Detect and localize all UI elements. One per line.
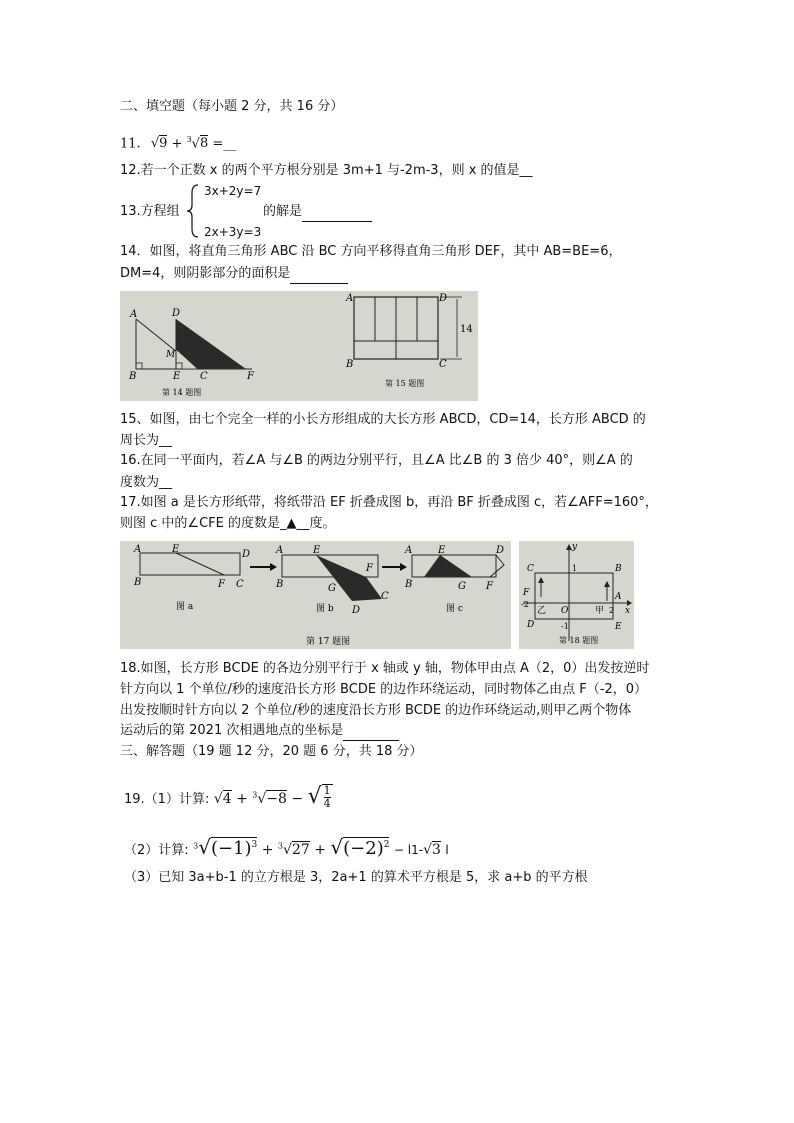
svg-text:F: F: [218, 579, 225, 590]
sqrt-9: √9: [150, 136, 168, 152]
svg-text:乙: 乙: [537, 606, 547, 616]
q11-blank: __: [223, 136, 237, 152]
question-15-line-2: 周长为__: [120, 433, 173, 448]
figure-18-drawing: [519, 541, 634, 649]
svg-text:-2: -2: [521, 600, 529, 609]
svg-text:C: C: [236, 579, 244, 590]
question-18-line-4: 运动后的第 2021 次相遇地点的坐标是: [120, 722, 399, 741]
svg-text:-1: -1: [561, 622, 569, 631]
svg-text:G: G: [328, 583, 336, 594]
svg-text:A: A: [276, 545, 284, 556]
fig14-label-F: F: [247, 371, 254, 382]
fig15-dimension: 14: [460, 324, 473, 335]
fig15-label-C: C: [439, 359, 447, 370]
svg-text:B: B: [134, 577, 142, 588]
q13-prefix: 13.方程组: [120, 204, 180, 219]
question-11: 11. √9 + $^3$√8 =__: [120, 131, 236, 153]
figure-14-15-drawing: [120, 291, 478, 401]
fig14-label-E: E: [173, 371, 181, 382]
fig17c-caption: 图 c: [446, 604, 463, 614]
svg-text:D: D: [352, 605, 361, 616]
figure-14-15-photo: [120, 291, 478, 401]
question-18-line-3: 出发按顺时针方向以 2 个单位/秒的速度沿长方形 BCDE 的边作环绕运动,则甲乙两个物体: [120, 703, 632, 718]
q13-equation-2: 2x+3y=3: [204, 225, 262, 239]
svg-text:F: F: [486, 581, 493, 592]
question-14-line-2: DM=4，则阴影部分的面积是: [120, 265, 348, 284]
svg-text:甲: 甲: [595, 606, 605, 616]
svg-text:A: A: [405, 545, 413, 556]
svg-text:B: B: [615, 564, 622, 574]
brace-icon: [186, 183, 200, 239]
question-18-line-1: 18.如图，长方形 BCDE 的各边分别平行于 x 轴或 y 轴，物体甲由点 A（2，0）出发按逆时: [120, 661, 650, 676]
fig18-caption: 第 18 题图: [559, 636, 599, 645]
svg-text:1: 1: [572, 564, 578, 573]
question-19-part-2: （2）计算: $^3√(-1)^3 + ^3√27 + √(-2)^2 - l1-√3$ l: [124, 835, 449, 859]
question-15-line-1: 15、如图，由七个完全一样的小长方形组成的大长方形 ABCD，CD=14，长方形 ABCD 的: [120, 412, 646, 427]
section-2-title: 二、填空题（每小题 2 分，共 16 分）: [120, 99, 344, 114]
q13-suffix: 的解是: [263, 203, 372, 222]
q11-number: 11.: [120, 136, 141, 152]
fig15-label-D: D: [439, 293, 448, 304]
cbrt-8: $^3$√8: [186, 135, 209, 152]
svg-text:F: F: [523, 588, 530, 598]
svg-text:E: E: [438, 545, 446, 556]
svg-text:B: B: [405, 579, 413, 590]
svg-text:E: E: [313, 545, 321, 556]
svg-text:B: B: [276, 579, 284, 590]
question-19-part-3: （3）已知 3a+b-1 的立方根是 3，2a+1 的算术平方根是 5，求 a+b 的平方根: [124, 870, 588, 885]
svg-text:C: C: [381, 591, 389, 602]
svg-text:D: D: [527, 620, 535, 630]
svg-text:x: x: [625, 606, 631, 616]
fig14-label-B: B: [129, 371, 137, 382]
figure-17-drawing: [120, 541, 511, 649]
fig14-label-M: M: [166, 350, 176, 360]
fig14-caption: 第 14 题图: [162, 388, 202, 397]
svg-text:O: O: [561, 606, 569, 616]
svg-text:D: D: [242, 549, 251, 560]
fig15-label-A: A: [346, 293, 354, 304]
figure-18-photo: [519, 541, 634, 649]
question-12: 12.若一个正数 x 的两个平方根分别是 3m+1 与-2m-3，则 x 的值是__: [120, 163, 533, 178]
section-3-title: 三、解答题（19 题 12 分，20 题 6 分，共 18 分）: [120, 744, 423, 759]
figure-17-photo: [120, 541, 511, 649]
question-14-line-1: 14．如图，将直角三角形 ABC 沿 BC 方向平移得直角三角形 DEF，其中 AB=BE=6，: [120, 244, 622, 259]
question-19-part-1: 19.（1）计算: √4 + $^3$√−8 − √ $\frac{1}{4}$: [124, 784, 331, 810]
svg-text:E: E: [615, 622, 622, 632]
fig15-label-B: B: [346, 359, 354, 370]
svg-text:y: y: [572, 542, 578, 552]
svg-text:A: A: [615, 592, 622, 602]
svg-text:G: G: [458, 581, 466, 592]
svg-text:D: D: [496, 545, 505, 556]
question-18-line-2: 针方向以 1 个单位/秒的速度沿长方形 BCDE 的边作环绕运动，同时物体乙由点 F（-2，0）: [120, 682, 648, 697]
fig14-label-D: D: [172, 308, 181, 319]
fig17a-caption: 图 a: [176, 602, 194, 612]
question-17-line-1: 17.如图 a 是长方形纸带，将纸带沿 EF 折叠成图 b，再沿 BF 折叠成图 c，若∠AFF=160°，: [120, 495, 658, 510]
svg-text:E: E: [172, 544, 180, 555]
svg-text:A: A: [134, 544, 142, 555]
question-17-line-2: 则图 c 中的∠CFE 的度数是_▲__度。: [120, 516, 336, 531]
fig17b-caption: 图 b: [316, 604, 334, 614]
fig15-caption: 第 15 题图: [385, 379, 425, 388]
fig17-caption: 第 17 题图: [306, 637, 351, 647]
question-16-line-2: 度数为__: [120, 475, 173, 490]
svg-text:2: 2: [609, 606, 615, 615]
fig14-label-A: A: [130, 309, 138, 320]
svg-text:C: C: [527, 564, 534, 574]
question-16-line-1: 16.在同一平面内，若∠A 与∠B 的两边分别平行，且∠A 比∠B 的 3 倍少 40°，则∠A 的: [120, 453, 633, 468]
fig14-label-C: C: [200, 371, 208, 382]
q13-equation-1: 3x+2y=7: [204, 184, 262, 198]
svg-text:F: F: [366, 563, 373, 574]
